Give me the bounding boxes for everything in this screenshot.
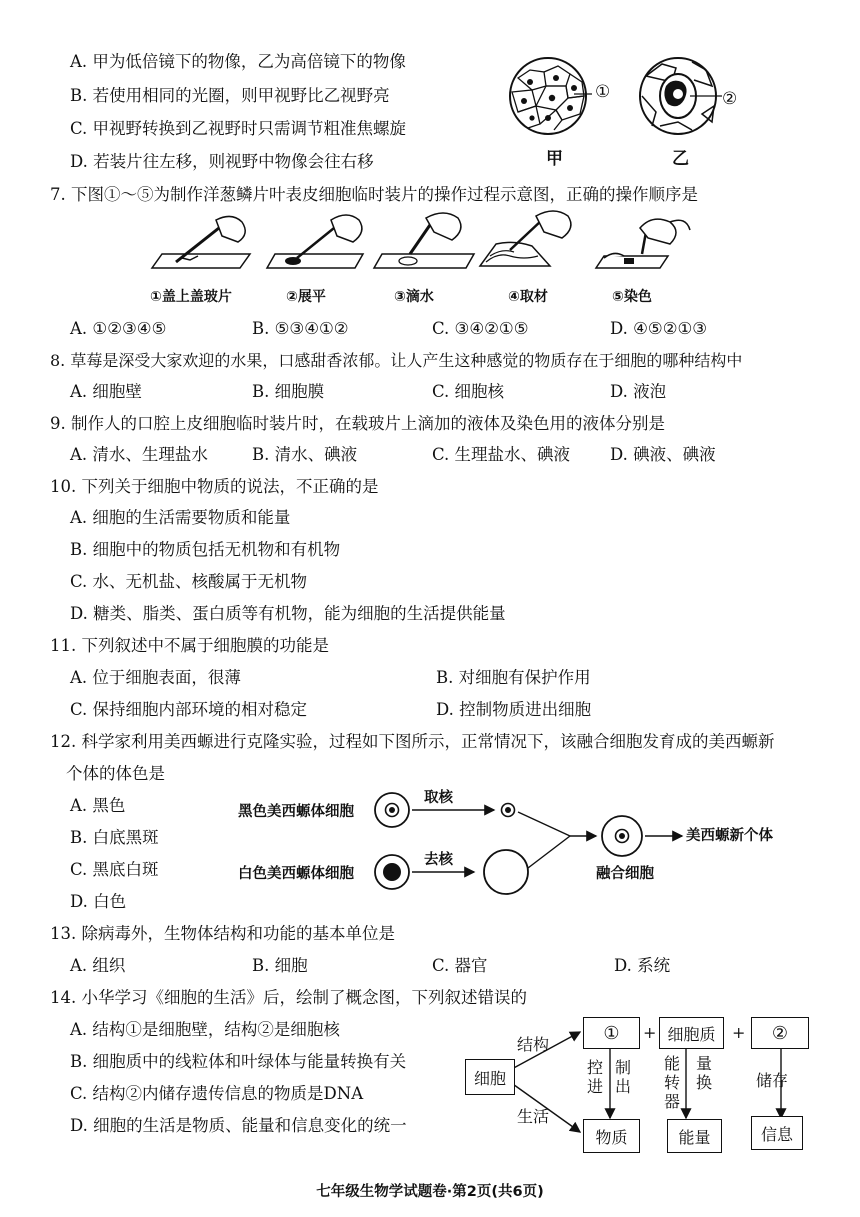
q11-option-b: B. 对细胞有保护作用: [436, 668, 591, 687]
q14-option-a: A. 结构①是细胞壁，结构②是细胞核: [70, 1020, 340, 1039]
microscope-view-jia: [500, 56, 600, 136]
q8-option-d: D. 液泡: [610, 382, 667, 401]
q6-option-d: D. 若装片往左移，则视野中物像会往右移: [70, 152, 374, 171]
q13-option-a: A. 组织: [70, 956, 126, 975]
concept-control-col1: 控进: [586, 1058, 603, 1096]
microscope-view-yi: [632, 56, 732, 136]
q11-stem: 11. 下列叙述中不属于细胞膜的功能是: [50, 636, 329, 655]
q6-option-b: B. 若使用相同的光圈，则甲视野比乙视野亮: [70, 86, 390, 105]
white-salamander-cell-label: 白色美西螈体细胞: [238, 866, 354, 882]
step-stain-illustration: [590, 210, 700, 274]
q10-stem: 10. 下列关于细胞中物质的说法，不正确的是: [50, 477, 379, 496]
q10-option-c: C. 水、无机盐、核酸属于无机物: [70, 572, 308, 591]
q6-label-yi: 乙: [672, 149, 689, 169]
q13-stem: 13. 除病毒外，生物体结构和功能的基本单位是: [50, 924, 395, 943]
q7-option-a: A. ①②③④⑤: [70, 319, 167, 338]
concept-energy-col2: 量换: [695, 1054, 712, 1092]
q8-option-a: A. 细胞壁: [70, 382, 142, 401]
concept-energy-box: 能量: [667, 1119, 722, 1153]
q7-option-d: D. ④⑤②①③: [610, 319, 708, 338]
page-footer: 七年级生物学试题卷·第2页(共6页): [316, 1184, 544, 1200]
q7-step-1-caption: ①盖上盖玻片: [150, 289, 232, 305]
concept-info-box: 信息: [751, 1116, 803, 1150]
enucleated-cell: [484, 850, 528, 894]
q12-option-a: A. 黑色: [70, 796, 126, 815]
q8-option-c: C. 细胞核: [432, 382, 505, 401]
q7-option-b: B. ⑤③④①②: [252, 319, 349, 338]
q6-mark-1: ①: [595, 82, 611, 102]
concept-plus-1: +: [643, 1023, 657, 1042]
q14-stem: 14. 小华学习《细胞的生活》后，绘制了概念图，下列叙述错误的: [50, 988, 527, 1007]
q7-stem: 7. 下图①～⑤为制作洋葱鳞片叶表皮细胞临时装片的操作过程示意图，正确的操作顺序是: [50, 185, 698, 204]
white-body-cell-nucleus: [383, 863, 401, 881]
q6-mark-2: ②: [722, 89, 738, 109]
concept-cell-box: 细胞: [465, 1059, 515, 1095]
remove-nucleus-label: 去核: [424, 852, 453, 868]
concept-structure-1-box: ①: [583, 1017, 640, 1049]
q8-option-b: B. 细胞膜: [252, 382, 325, 401]
q14-option-d: D. 细胞的生活是物质、能量和信息变化的统一: [70, 1116, 407, 1135]
q11-option-d: D. 控制物质进出细胞: [436, 700, 592, 719]
q7-step-2-caption: ②展平: [286, 289, 326, 305]
concept-energy-col1: 能转器: [663, 1054, 680, 1111]
take-nucleus-label: 取核: [424, 790, 453, 806]
concept-life-label: 生活: [517, 1107, 550, 1126]
q7-step-4-caption: ④取材: [508, 289, 548, 305]
q11-option-c: C. 保持细胞内部环境的相对稳定: [70, 700, 308, 719]
cloning-process-diagram: [360, 790, 690, 900]
step-flatten-illustration: [263, 210, 373, 274]
q12-option-d: D. 白色: [70, 892, 127, 911]
step-take-material-illustration: [474, 206, 584, 276]
q11-option-a: A. 位于细胞表面，很薄: [70, 668, 241, 687]
concept-store-label: 储存: [756, 1071, 789, 1090]
q8-stem: 8. 草莓是深受大家欢迎的水果，口感甜香浓郁。让人产生这种感觉的物质存在于细胞的哪种结构中: [50, 351, 743, 370]
q13-option-d: D. 系统: [614, 956, 671, 975]
q10-option-b: B. 细胞中的物质包括无机物和有机物: [70, 540, 341, 559]
q7-option-c: C. ③④②①⑤: [432, 319, 529, 338]
concept-matter-box: 物质: [583, 1119, 640, 1153]
q9-option-c: C. 生理盐水、碘液: [432, 445, 571, 464]
q12-stem-line1: 12. 科学家利用美西螈进行克隆实验，过程如下图所示，正常情况下，该融合细胞发育成的美西螈新: [50, 732, 775, 751]
concept-structure-2-box: ②: [751, 1017, 809, 1049]
concept-cytoplasm-box: 细胞质: [659, 1017, 724, 1049]
concept-structure-label: 结构: [517, 1035, 550, 1054]
q13-option-b: B. 细胞: [252, 956, 308, 975]
q7-step-3-caption: ③滴水: [394, 289, 434, 305]
q6-label-jia: 甲: [546, 149, 563, 169]
q6-option-c: C. 甲视野转换到乙视野时只需调节粗准焦螺旋: [70, 119, 407, 138]
q14-option-b: B. 细胞质中的线粒体和叶绿体与能量转换有关: [70, 1052, 407, 1071]
q9-stem: 9. 制作人的口腔上皮细胞临时装片时，在载玻片上滴加的液体及染色用的液体分别是: [50, 414, 665, 433]
q9-option-a: A. 清水、生理盐水: [70, 445, 208, 464]
q10-option-d: D. 糖类、脂类、蛋白质等有机物，能为细胞的生活提供能量: [70, 604, 506, 623]
q9-option-b: B. 清水、碘液: [252, 445, 358, 464]
concept-control-col2: 制出: [614, 1058, 631, 1096]
new-individual-label: 美西螈新个体: [686, 828, 773, 844]
step-drop-water-illustration: [370, 210, 480, 274]
q6-option-a: A. 甲为低倍镜下的物像，乙为高倍镜下的物像: [70, 52, 406, 71]
q12-option-b: B. 白底黑斑: [70, 828, 159, 847]
fused-cell-label: 融合细胞: [596, 866, 654, 882]
q10-option-a: A. 细胞的生活需要物质和能量: [70, 508, 291, 527]
black-salamander-cell-label: 黑色美西螈体细胞: [238, 804, 354, 820]
q12-stem-line2: 个体的体色是: [66, 764, 165, 783]
q9-option-d: D. 碘液、碘液: [610, 445, 716, 464]
step-cover-slip-illustration: [146, 210, 256, 274]
q12-option-c: C. 黑底白斑: [70, 860, 159, 879]
concept-plus-2: +: [732, 1023, 746, 1042]
q14-option-c: C. 结构②内储存遗传信息的物质是DNA: [70, 1084, 364, 1103]
q7-step-5-caption: ⑤染色: [612, 289, 652, 305]
q13-option-c: C. 器官: [432, 956, 488, 975]
